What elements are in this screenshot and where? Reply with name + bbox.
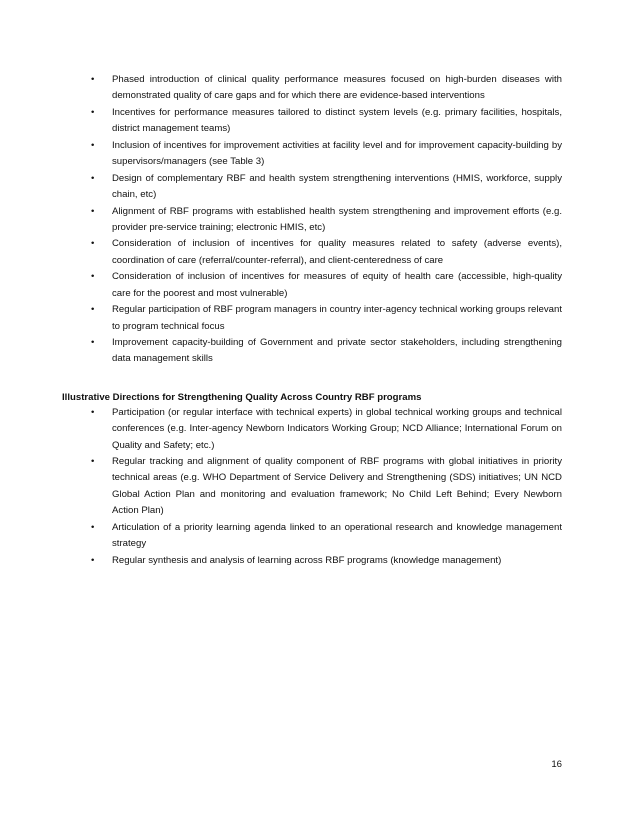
list-item [91, 269, 562, 302]
list-item-text: Improvement capacity-building of Government and private sector stakeholders, including strengthening data management skills [112, 337, 562, 365]
list-item-text: Alignment of RBF programs with established health system strengthening and improvement efforts (e.g. provider pre-service training; electronic HMIS, etc) [112, 205, 562, 233]
bullet-icon: • [91, 554, 95, 566]
bullet-list-measures [91, 72, 562, 368]
list-item [91, 520, 562, 553]
bullet-icon: • [91, 139, 95, 151]
list-item [91, 138, 562, 171]
list-item-text: Regular tracking and alignment of quality component of RBF programs with global initiatives in priority technical areas (e.g. WHO Department of Service Delivery and Strengthening (SDS) initiatives; UN NCD Global Action Plan and monitoring and evaluation framework; No Child Left Behind; Every Newborn Action Plan) [112, 456, 562, 517]
list-item-text: Articulation of a priority learning agenda linked to an operational research and knowledge management strategy [112, 521, 562, 549]
list-item [91, 72, 562, 105]
page-number: 16 [551, 759, 562, 770]
list-item [91, 302, 562, 335]
list-item [91, 204, 562, 237]
bullet-icon: • [91, 456, 95, 468]
bullet-icon: • [91, 407, 95, 418]
bullet-icon: • [91, 172, 95, 184]
bullet-icon: • [91, 304, 95, 316]
list-item [91, 171, 562, 204]
list-item-text: Consideration of inclusion of incentives for measures of equity of health care (accessible, high-quality care for the poorest and most vulnerable) [112, 271, 562, 299]
list-item-text: Design of complementary RBF and health system strengthening interventions (HMIS, workforce, supply chain, etc) [112, 172, 562, 200]
section-heading: Illustrative Directions for Strengthening Quality Across Country RBF programs [62, 392, 422, 403]
list-item [91, 236, 562, 269]
list-item-text: Consideration of inclusion of incentives for quality measures related to safety (adverse events), coordination of care (referral/counter-referral), and client-centeredness of care [112, 238, 562, 266]
list-item [91, 454, 562, 519]
bullet-icon: • [91, 521, 95, 533]
bullet-icon: • [91, 238, 95, 250]
bullet-icon: • [91, 205, 95, 217]
list-item-text: Phased introduction of clinical quality performance measures focused on high-burden diseases with demonstrated quality of care gaps and for which there are evidence-based interventions [112, 74, 562, 102]
list-item [91, 553, 562, 569]
list-item-text: Regular participation of RBF program managers in country inter-agency technical working groups relevant to program technical focus [112, 304, 562, 332]
bullet-icon: • [91, 74, 95, 85]
bullet-list-directions [91, 405, 562, 569]
bullet-icon: • [91, 337, 95, 349]
list-item [91, 105, 562, 138]
list-item [91, 335, 562, 368]
list-item-text: Regular synthesis and analysis of learning across RBF programs (knowledge management) [112, 554, 502, 566]
list-item-text: Participation (or regular interface with technical experts) in global technical working groups and technical conferences (e.g. Inter-agency Newborn Indicators Working Group; NCD Alliance; International Forum on Quality and Safety; etc.) [112, 407, 562, 451]
bullet-icon: • [91, 271, 95, 283]
bullet-icon: • [91, 106, 95, 118]
list-item [91, 405, 562, 454]
list-item-text: Incentives for performance measures tailored to distinct system levels (e.g. primary facilities, hospitals, district management teams) [112, 106, 562, 135]
list-item-text: Inclusion of incentives for improvement activities at facility level and for improvement capacity-building by supervisors/managers (see Table 3) [112, 139, 562, 168]
